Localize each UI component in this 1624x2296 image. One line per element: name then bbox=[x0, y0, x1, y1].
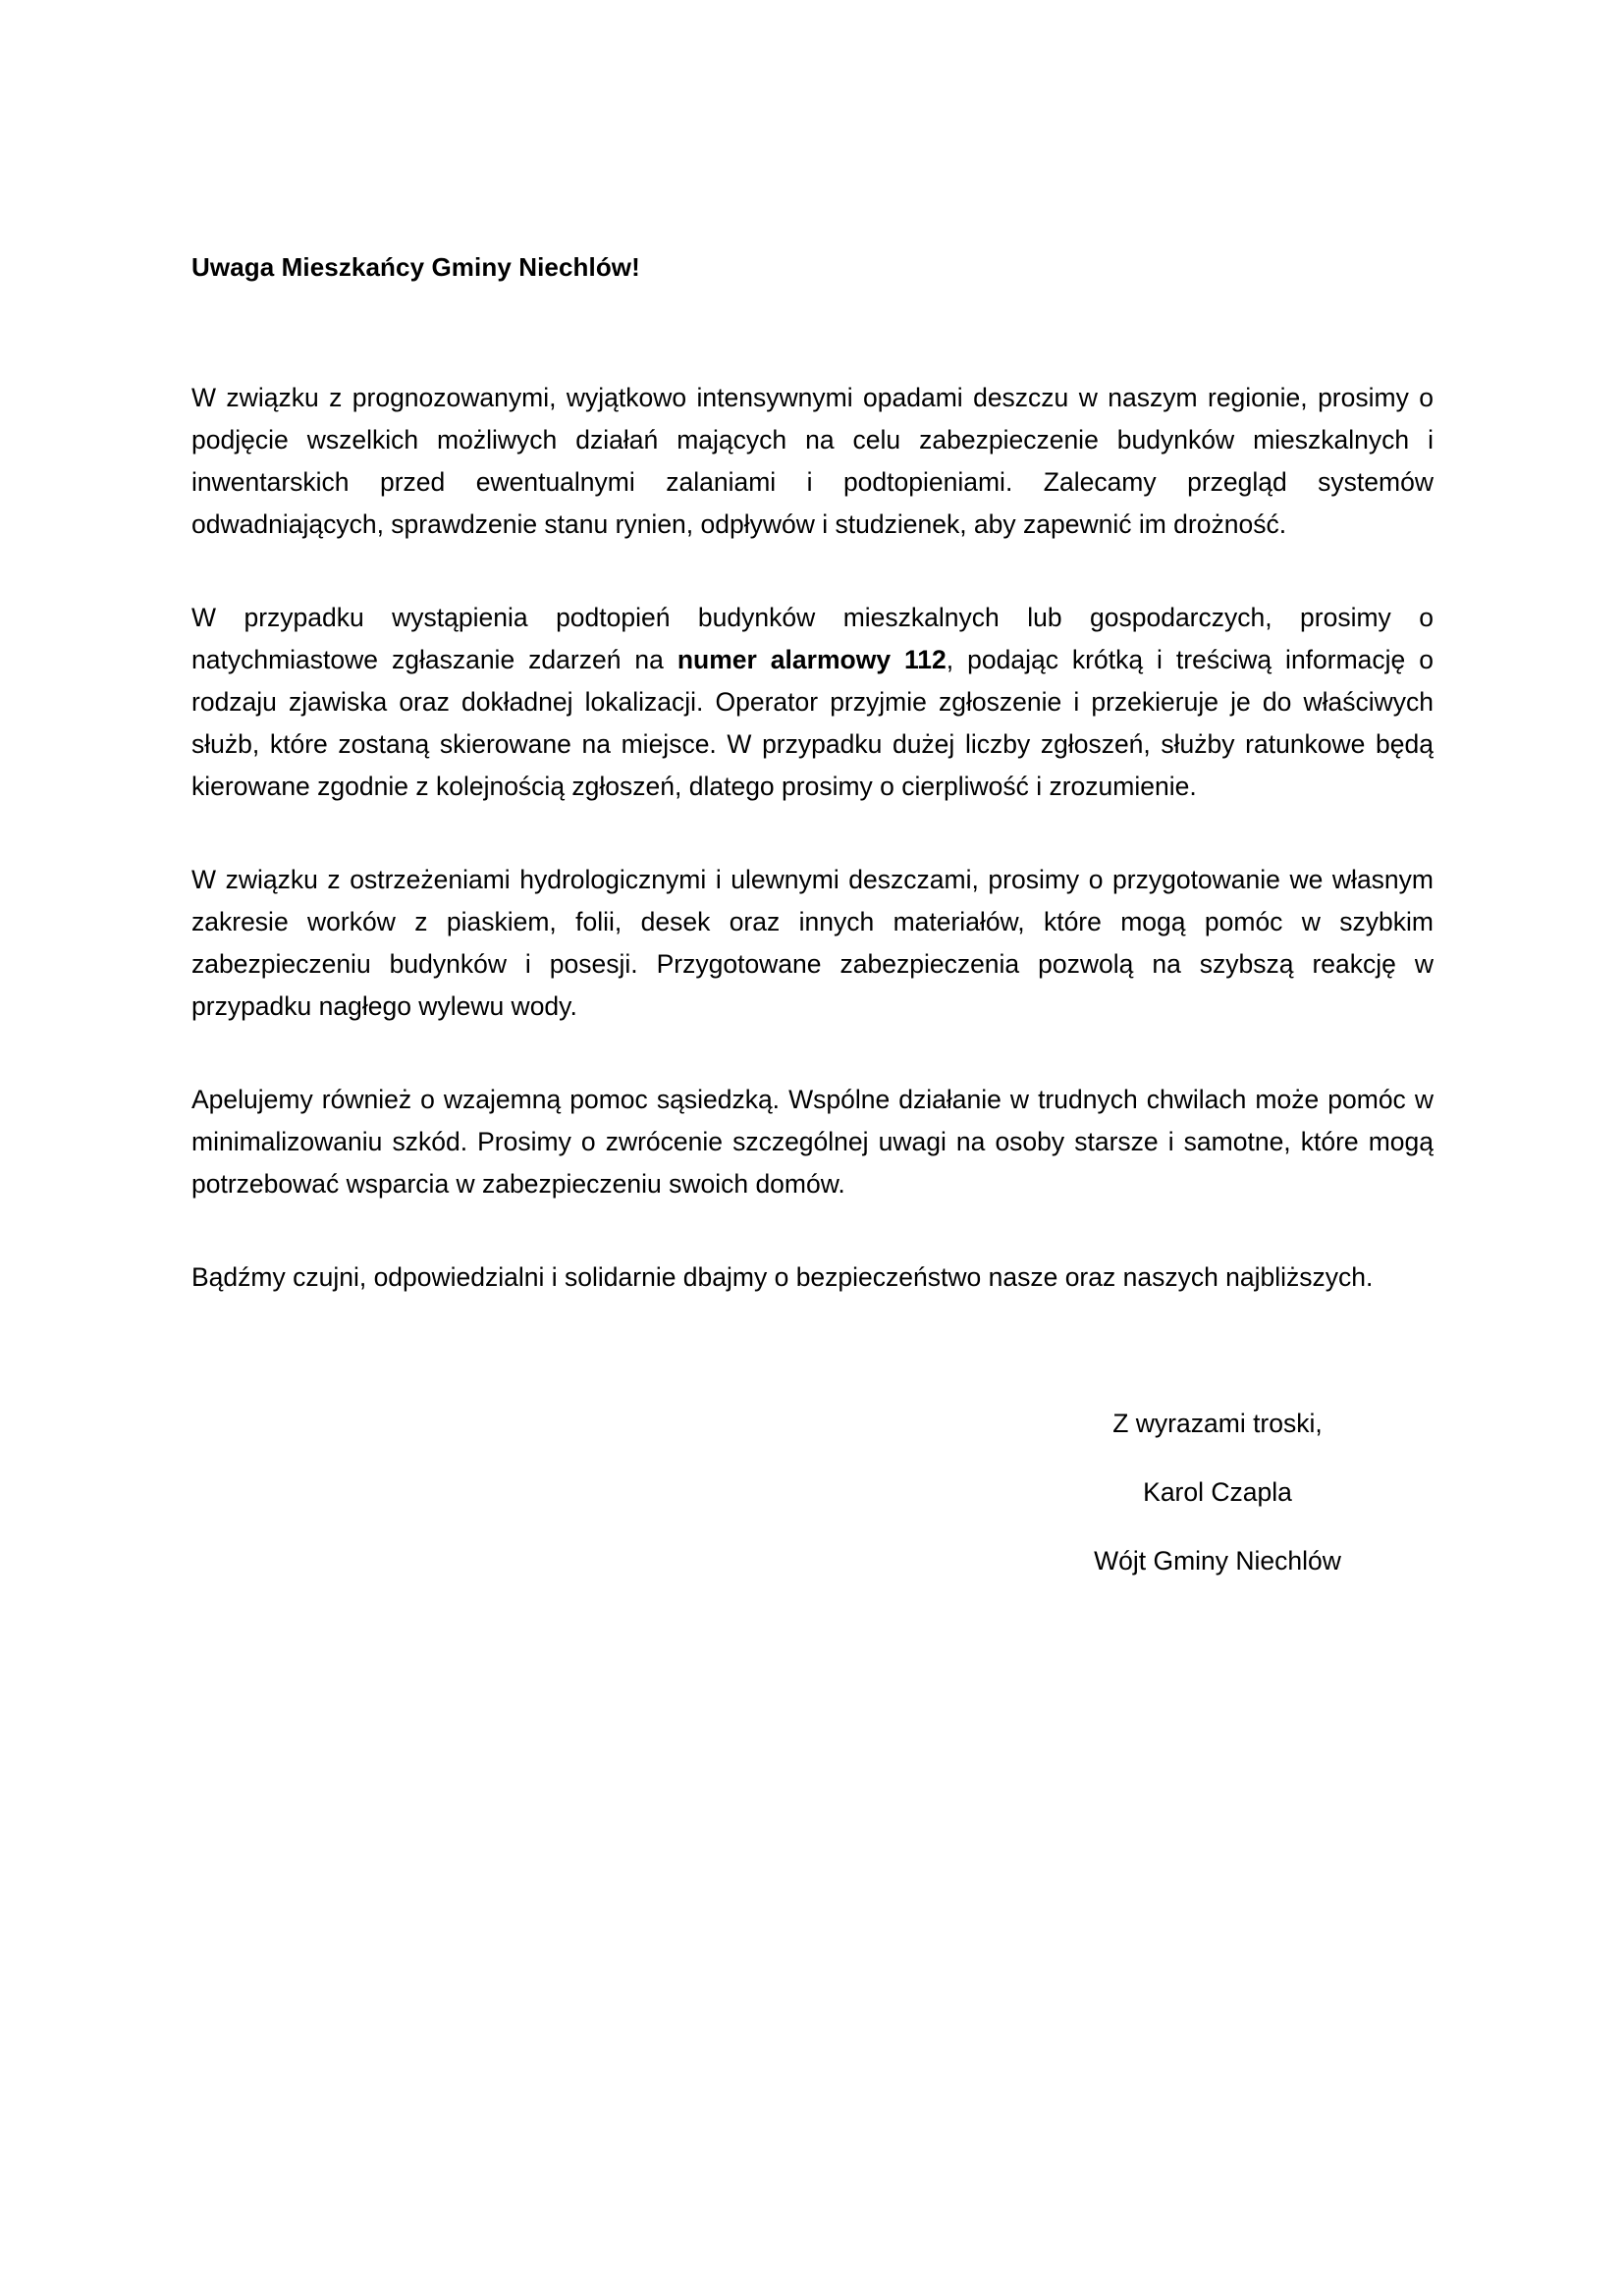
spacer-title bbox=[191, 285, 1434, 377]
emergency-number-emphasis: numer alarmowy 112 bbox=[677, 645, 947, 675]
paragraph-5: Bądźmy czujni, odpowiedzialni i solidarnie dbajmy o bezpieczeństwo nasze oraz naszych najbliższych. bbox=[191, 1262, 1374, 1293]
spacer-p4-p5 bbox=[191, 1205, 1434, 1256]
signature-block bbox=[1001, 1403, 1434, 1582]
paragraph-3: W związku z ostrzeżeniami hydrologicznymi i ulewnymi deszczami, prosimy o przygotowanie we własnym zakresie worków z piaskiem, folii, desek oraz innych materiałów, które mogą pomóc w szybkim zabezpieczeniu budynków i posesji. Przygotowane zabezpieczenia pozwolą na szybszą reakcję w przypadku nagłego wylewu wody. bbox=[191, 865, 1434, 1022]
paragraph-2-tail: , podając krótką i treściwą informację o rodzaju zjawiska oraz dokładnej lokalizacji. Operator przyjmie zgłoszenie i przekieruje je do właściwych służb, które zostaną skierowane na miejsce. W przypadku dużej liczby zgłoszeń, służby ratunkowe będą kierowane zgodnie z kolejnością zgłoszeń, dlatego prosimy o cierpliwość i zrozumienie. bbox=[191, 645, 1434, 802]
spacer-p3-p4 bbox=[191, 1028, 1434, 1079]
paragraph-1: W związku z prognozowanymi, wyjątkowo intensywnymi opadami deszczu w naszym regionie, prosimy o podjęcie wszelkich możliwych działań mających na celu zabezpieczenie budynków mieszkalnych i inwentarskich przed ewentualnymi zalaniami i podtopieniami. Zalecamy przegląd systemów odwadniających, sprawdzenie stanu rynien, odpływów i studzienek, aby zapewnić im drożność. bbox=[191, 383, 1434, 540]
spacer-p1-p2 bbox=[191, 546, 1434, 597]
spacer-p2-p3 bbox=[191, 808, 1434, 859]
paragraph-2-lead: W przypadku wystąpienia podtopień budynków mieszkalnych lub gospodarczych, prosimy o natychmiastowe zgłaszanie zdarzeń na bbox=[191, 603, 1434, 675]
page-title-text: Uwaga Mieszkańcy Gminy Niechlów! bbox=[191, 252, 640, 282]
page-title bbox=[191, 250, 1434, 285]
signature-role: Wójt Gminy Niechlów bbox=[1094, 1546, 1341, 1576]
paragraph-2 bbox=[191, 597, 1434, 808]
document-body bbox=[191, 250, 1434, 1582]
signature-spacer-2 bbox=[1001, 1514, 1434, 1540]
signature-spacer-1 bbox=[1001, 1445, 1434, 1471]
paragraph-4: Apelujemy również o wzajemną pomoc sąsiedzką. Wspólne działanie w trudnych chwilach może pomóc w minimalizowaniu szkód. Prosimy o zwrócenie szczególnej uwagi na osoby starsze i samotne, które mogą potrzebować wsparcia w zabezpieczeniu swoich domów. bbox=[191, 1085, 1434, 1200]
signature-name: Karol Czapla bbox=[1143, 1477, 1292, 1508]
signature-closing: Z wyrazami troski, bbox=[1112, 1409, 1323, 1439]
spacer-before-signature bbox=[191, 1299, 1434, 1403]
